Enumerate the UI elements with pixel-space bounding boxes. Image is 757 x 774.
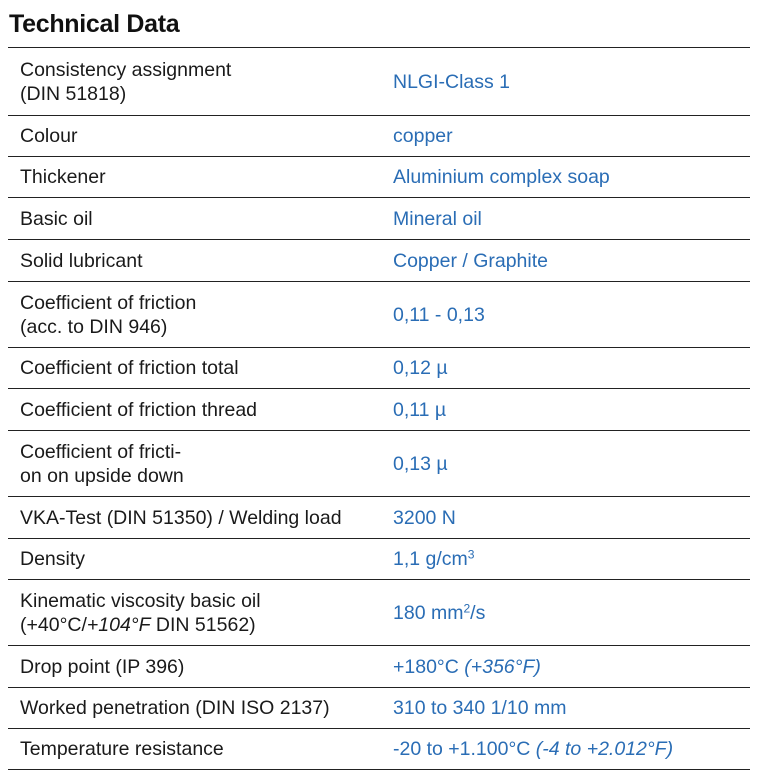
row-label-line: (acc. to DIN 946): [20, 315, 168, 338]
table-row: [8, 539, 750, 580]
row-label-line: Consistency assignment: [20, 58, 232, 81]
table-row: [8, 580, 750, 646]
row-value: 3200 N: [381, 497, 750, 539]
row-label: Worked penetration (DIN ISO 2137): [8, 688, 381, 729]
value-text: /s: [470, 601, 486, 624]
row-value: [381, 729, 750, 770]
row-label-line: [20, 613, 373, 637]
row-label: Density: [8, 539, 381, 580]
row-value: 0,12 µ: [381, 348, 750, 389]
row-label: Solid lubricant: [8, 240, 381, 282]
row-label: Coefficient of friction total: [8, 348, 381, 389]
value-superscript: 2: [463, 600, 471, 615]
table-row: [8, 282, 750, 348]
value-text: +180°C: [393, 655, 465, 678]
row-value: 0,11 µ: [381, 389, 750, 431]
table-row: [8, 198, 750, 240]
row-label: [8, 282, 381, 348]
row-label: Basic oil: [8, 198, 381, 240]
value-superscript: 3: [467, 547, 475, 562]
row-value: 0,11 - 0,13: [381, 282, 750, 348]
value-italic-text: (+356°F): [464, 655, 541, 678]
row-label: Colour: [8, 116, 381, 157]
row-label-line: on on upside down: [20, 464, 184, 487]
row-label-line: (DIN 51818): [20, 82, 127, 105]
row-label: [8, 48, 381, 116]
row-value: [381, 539, 750, 580]
table-row: [8, 431, 750, 497]
row-value: Copper / Graphite: [381, 240, 750, 282]
value-text: -20 to +1.100°C: [393, 738, 536, 760]
table-row: [8, 389, 750, 431]
label-text: (+40°C/: [20, 613, 87, 636]
page-title: Technical Data: [9, 10, 180, 38]
table-row: [8, 729, 750, 770]
table-row: [8, 348, 750, 389]
row-label: [8, 580, 381, 646]
row-value: 310 to 340 1/10 mm: [381, 688, 750, 729]
row-label: VKA-Test (DIN 51350) / Welding load: [8, 497, 381, 539]
row-value: copper: [381, 116, 750, 157]
row-label: [8, 431, 381, 497]
row-value: Mineral oil: [381, 198, 750, 240]
label-text: DIN 51562): [150, 613, 256, 636]
row-value: [381, 646, 750, 688]
value-text: 1,1 g/cm: [393, 548, 468, 570]
table-row: [8, 688, 750, 729]
value-italic-text: (-4 to +2.012°F): [535, 738, 674, 760]
label-italic-text: +104°F: [86, 613, 151, 636]
row-value: Aluminium complex soap: [381, 157, 750, 198]
technical-data-table: [8, 47, 750, 770]
row-label: Thickener: [8, 157, 381, 198]
row-label-line: Coefficient of friction: [20, 291, 197, 314]
row-label-line: Coefficient of fricti-: [20, 440, 182, 463]
value-text: 180 mm: [393, 601, 464, 624]
row-value: 0,13 µ: [381, 431, 750, 497]
table-row: [8, 497, 750, 539]
table-row: [8, 646, 750, 688]
row-label-line: Kinematic viscosity basic oil: [20, 589, 261, 612]
row-value: NLGI-Class 1: [381, 48, 750, 116]
table-row: [8, 157, 750, 198]
table-row: [8, 116, 750, 157]
row-value: [381, 580, 750, 646]
row-label: Temperature resistance: [8, 729, 381, 770]
row-label: Drop point (IP 396): [8, 646, 381, 688]
row-label: Coefficient of friction thread: [8, 389, 381, 431]
table-row: [8, 48, 750, 116]
table-row: [8, 240, 750, 282]
